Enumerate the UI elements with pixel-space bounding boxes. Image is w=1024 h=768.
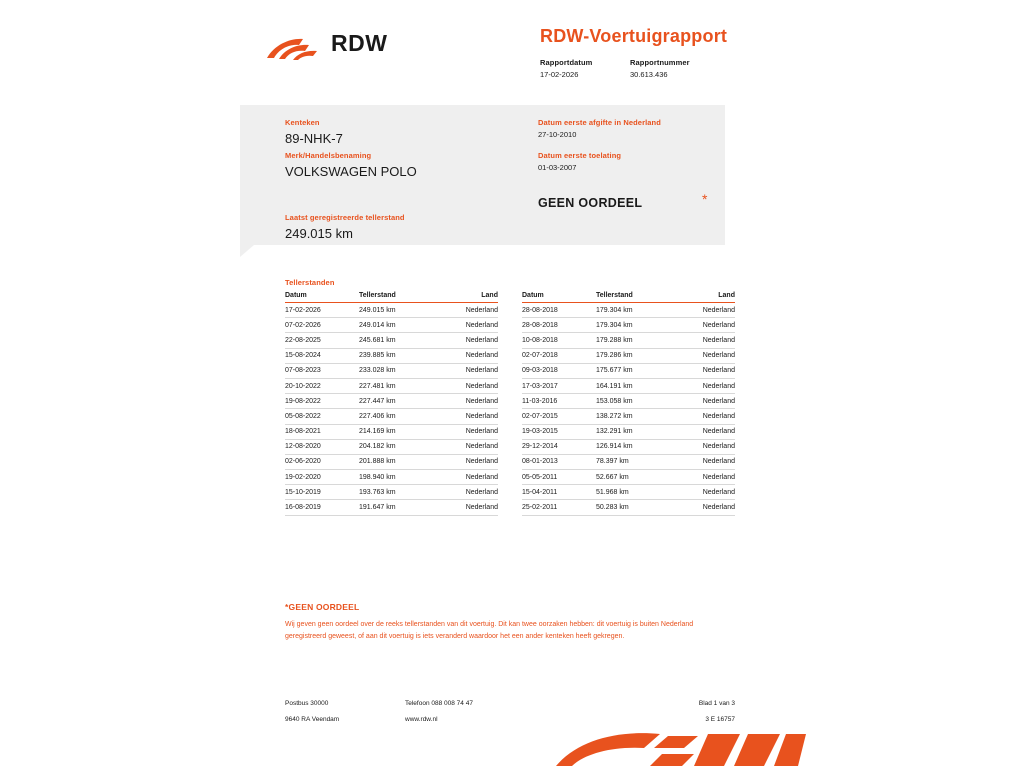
cell-tellerstand: 227.447 km	[359, 394, 437, 409]
cell-land: Nederland	[674, 333, 735, 348]
cell-tellerstand: 78.397 km	[596, 454, 674, 469]
table-row	[285, 348, 498, 363]
footnote-star-icon: *	[285, 602, 289, 612]
merk-field	[285, 151, 417, 179]
rdw-wordmark: RDW	[331, 30, 388, 56]
cell-datum: 15-10-2019	[285, 485, 359, 500]
cell-datum: 12-08-2020	[285, 439, 359, 454]
cell-land: Nederland	[437, 424, 498, 439]
cell-tellerstand: 179.304 km	[596, 303, 674, 318]
cell-land: Nederland	[674, 303, 735, 318]
merk-value: VOLKSWAGEN POLO	[285, 164, 417, 179]
cell-land: Nederland	[437, 378, 498, 393]
cell-land: Nederland	[674, 454, 735, 469]
table-row	[285, 454, 498, 469]
table-row	[522, 394, 735, 409]
footer-postbus: Postbus 30000	[285, 700, 329, 707]
cell-tellerstand: 132.291 km	[596, 424, 674, 439]
cell-land: Nederland	[674, 500, 735, 515]
report-date-value: 17-02-2026	[540, 70, 579, 79]
footnote-body: Wij geven geen oordeel over de reeks tellerstanden van dit voertuig. Dit kan twee oorzaken hebben: dit voertuig is buiten Nederland geregistreerd geweest, of aan dit voertuig is iets veranderd waardoor het een ander kenteken heeft gekregen.	[285, 621, 694, 641]
table-row	[522, 500, 735, 515]
table-row	[522, 318, 735, 333]
cell-tellerstand: 227.481 km	[359, 378, 437, 393]
cell-land: Nederland	[437, 333, 498, 348]
cell-datum: 17-02-2026	[285, 303, 359, 318]
cell-datum: 02-07-2018	[522, 348, 596, 363]
report-date-block	[540, 58, 630, 79]
cell-tellerstand: 179.304 km	[596, 318, 674, 333]
table-row	[285, 439, 498, 454]
cell-datum: 29-12-2014	[522, 439, 596, 454]
cell-datum: 11-03-2016	[522, 394, 596, 409]
cell-tellerstand: 204.182 km	[359, 439, 437, 454]
table-row	[285, 318, 498, 333]
merk-label: Merk/Handelsbenaming	[285, 151, 372, 160]
footnote-title-text: GEEN OORDEEL	[288, 602, 360, 612]
cell-land: Nederland	[437, 318, 498, 333]
col-datum: Datum	[522, 292, 596, 303]
col-land: Land	[437, 292, 498, 303]
cell-land: Nederland	[674, 363, 735, 378]
table-row	[522, 470, 735, 485]
cell-land: Nederland	[437, 439, 498, 454]
table-header-row	[522, 292, 735, 303]
rdw-logo	[265, 30, 395, 74]
eerste-afgifte-label: Datum eerste afgifte in Nederland	[538, 118, 661, 127]
cell-tellerstand: 164.191 km	[596, 378, 674, 393]
tellerstanden-tables	[285, 292, 735, 516]
cell-tellerstand: 138.272 km	[596, 409, 674, 424]
col-datum: Datum	[285, 292, 359, 303]
col-tellerstand: Tellerstand	[359, 292, 437, 303]
panel-tail-decoration	[240, 245, 254, 257]
table-header-row	[285, 292, 498, 303]
table-row	[285, 394, 498, 409]
col-land: Land	[674, 292, 735, 303]
cell-datum: 28-08-2018	[522, 303, 596, 318]
table-row	[522, 439, 735, 454]
cell-tellerstand: 52.667 km	[596, 470, 674, 485]
cell-tellerstand: 179.288 km	[596, 333, 674, 348]
footnote-title	[285, 602, 705, 612]
vehicle-summary-panel	[240, 105, 725, 245]
cell-tellerstand: 201.888 km	[359, 454, 437, 469]
tellerstanden-right-body	[522, 303, 735, 516]
verdict-text: GEEN OORDEEL	[538, 196, 643, 210]
rdw-logo-icon	[265, 38, 325, 64]
table-row	[285, 485, 498, 500]
cell-datum: 07-02-2026	[285, 318, 359, 333]
cell-land: Nederland	[437, 470, 498, 485]
kenteken-field	[285, 118, 343, 146]
document-header	[240, 18, 740, 88]
cell-datum: 28-08-2018	[522, 318, 596, 333]
tellerstanden-table-right	[522, 292, 735, 516]
cell-land: Nederland	[674, 394, 735, 409]
cell-land: Nederland	[674, 409, 735, 424]
table-row	[522, 378, 735, 393]
cell-land: Nederland	[437, 454, 498, 469]
table-row	[285, 470, 498, 485]
rdw-bottom-graphic-icon	[548, 728, 808, 768]
cell-land: Nederland	[437, 394, 498, 409]
table-row	[285, 500, 498, 515]
eerste-afgifte-value: 27-10-2010	[538, 130, 577, 139]
cell-tellerstand: 198.940 km	[359, 470, 437, 485]
report-number-label: Rapportnummer	[630, 58, 690, 67]
cell-datum: 02-07-2015	[522, 409, 596, 424]
eerste-toelating-label: Datum eerste toelating	[538, 151, 622, 160]
table-row	[522, 409, 735, 424]
col-tellerstand: Tellerstand	[596, 292, 674, 303]
table-row	[522, 424, 735, 439]
cell-land: Nederland	[674, 485, 735, 500]
cell-datum: 05-08-2022	[285, 409, 359, 424]
table-row	[285, 424, 498, 439]
cell-datum: 05-05-2011	[522, 470, 596, 485]
table-row	[522, 363, 735, 378]
cell-datum: 19-03-2015	[522, 424, 596, 439]
table-row	[285, 363, 498, 378]
cell-land: Nederland	[674, 470, 735, 485]
cell-datum: 07-08-2023	[285, 363, 359, 378]
table-row	[285, 303, 498, 318]
table-row	[285, 333, 498, 348]
cell-datum: 16-08-2019	[285, 500, 359, 515]
cell-datum: 10-08-2018	[522, 333, 596, 348]
cell-datum: 15-04-2011	[522, 485, 596, 500]
cell-datum: 08-01-2013	[522, 454, 596, 469]
cell-datum: 20-10-2022	[285, 378, 359, 393]
cell-datum: 25-02-2011	[522, 500, 596, 515]
cell-tellerstand: 239.885 km	[359, 348, 437, 363]
cell-land: Nederland	[437, 303, 498, 318]
eerste-toelating-value: 01-03-2007	[538, 163, 577, 172]
report-date-label: Rapportdatum	[540, 58, 593, 67]
tellerstanden-left-body	[285, 303, 498, 516]
page-footer	[285, 700, 735, 730]
tellerstanden-title: Tellerstanden	[285, 278, 335, 287]
table-row	[285, 409, 498, 424]
laatste-tellerstand-value: 249.015 km	[285, 226, 353, 241]
cell-tellerstand: 227.406 km	[359, 409, 437, 424]
eerste-toelating-field	[538, 151, 621, 172]
table-row	[522, 454, 735, 469]
footer-code: 3 E 16757	[705, 716, 735, 723]
report-number-value: 30.613.436	[630, 70, 668, 79]
cell-land: Nederland	[674, 424, 735, 439]
cell-tellerstand: 214.169 km	[359, 424, 437, 439]
cell-tellerstand: 179.286 km	[596, 348, 674, 363]
footer-website: www.rdw.nl	[405, 716, 438, 723]
cell-tellerstand: 191.647 km	[359, 500, 437, 515]
table-row	[522, 485, 735, 500]
footer-plaats: 9640 RA Veendam	[285, 716, 340, 723]
cell-land: Nederland	[674, 318, 735, 333]
cell-datum: 19-08-2022	[285, 394, 359, 409]
footer-blad: Blad 1 van 3	[698, 700, 735, 707]
cell-datum: 18-08-2021	[285, 424, 359, 439]
report-title: RDW-Voertuigrapport	[540, 26, 728, 46]
tellerstanden-section	[285, 278, 735, 516]
kenteken-value: 89-NHK-7	[285, 131, 343, 146]
cell-tellerstand: 153.058 km	[596, 394, 674, 409]
cell-tellerstand: 50.283 km	[596, 500, 674, 515]
kenteken-label: Kenteken	[285, 118, 320, 127]
table-row	[522, 348, 735, 363]
cell-tellerstand: 193.763 km	[359, 485, 437, 500]
table-row	[522, 333, 735, 348]
cell-tellerstand: 249.014 km	[359, 318, 437, 333]
cell-tellerstand: 51.968 km	[596, 485, 674, 500]
laatste-tellerstand-field	[285, 213, 405, 241]
laatste-tellerstand-label: Laatst geregistreerde tellerstand	[285, 213, 405, 222]
cell-land: Nederland	[437, 485, 498, 500]
cell-tellerstand: 233.028 km	[359, 363, 437, 378]
cell-datum: 17-03-2017	[522, 378, 596, 393]
cell-datum: 19-02-2020	[285, 470, 359, 485]
cell-land: Nederland	[437, 348, 498, 363]
tellerstanden-table-left	[285, 292, 498, 516]
cell-datum: 02-06-2020	[285, 454, 359, 469]
cell-tellerstand: 175.677 km	[596, 363, 674, 378]
footer-telefoon: Telefoon 088 008 74 47	[405, 700, 473, 707]
cell-land: Nederland	[674, 439, 735, 454]
table-row	[522, 303, 735, 318]
footnote-block	[285, 602, 705, 644]
cell-datum: 09-03-2018	[522, 363, 596, 378]
cell-land: Nederland	[674, 378, 735, 393]
cell-datum: 22-08-2025	[285, 333, 359, 348]
cell-land: Nederland	[674, 348, 735, 363]
cell-tellerstand: 126.914 km	[596, 439, 674, 454]
report-number-block	[630, 58, 690, 79]
cell-land: Nederland	[437, 500, 498, 515]
verdict-star-icon: *	[702, 191, 708, 207]
cell-datum: 15-08-2024	[285, 348, 359, 363]
report-meta	[540, 58, 760, 79]
eerste-afgifte-field	[538, 118, 661, 139]
cell-tellerstand: 249.015 km	[359, 303, 437, 318]
cell-land: Nederland	[437, 363, 498, 378]
cell-tellerstand: 245.681 km	[359, 333, 437, 348]
cell-land: Nederland	[437, 409, 498, 424]
table-row	[285, 378, 498, 393]
